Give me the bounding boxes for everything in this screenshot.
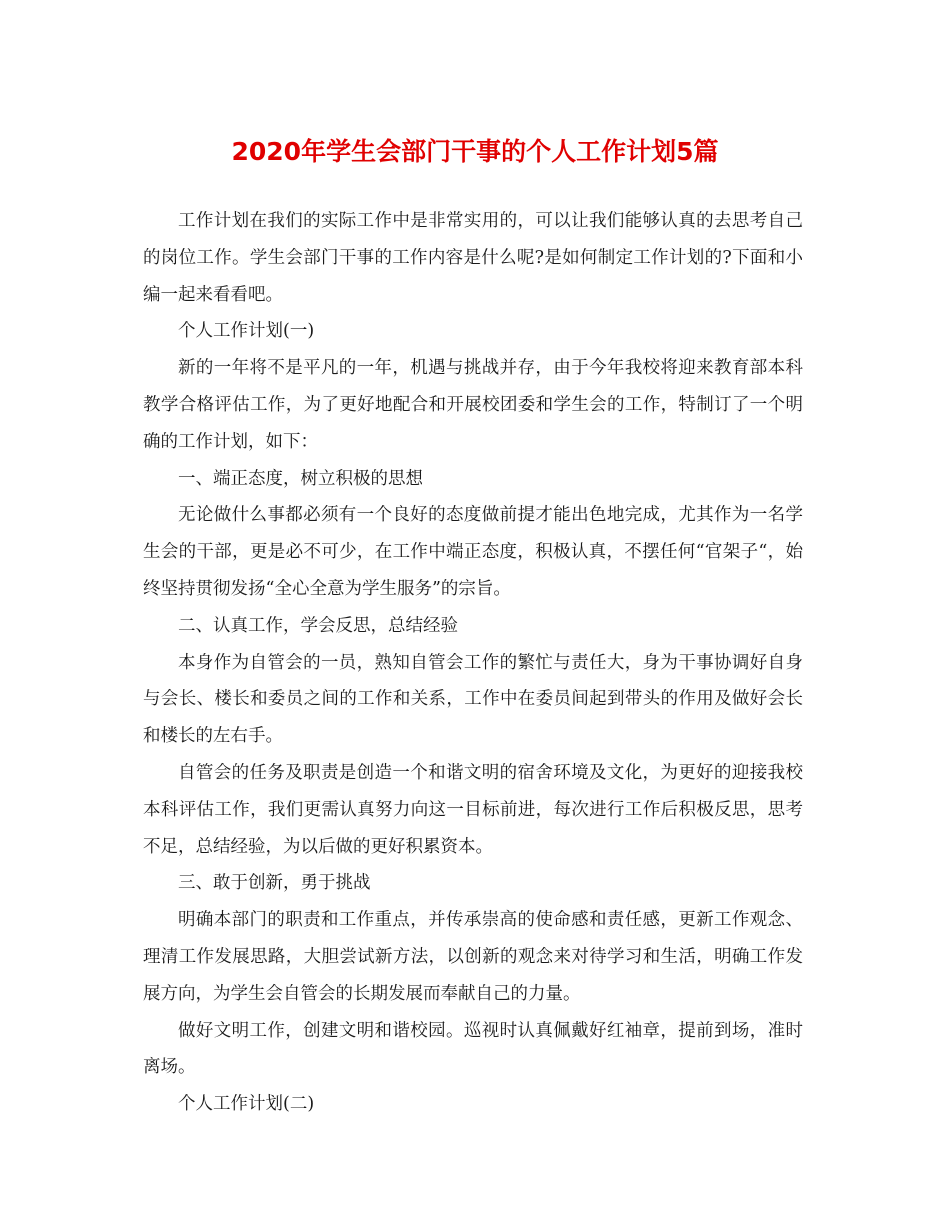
intro-paragraph: 工作计划在我们的实际工作中是非常实用的，可以让我们能够认真的去思考自己的岗位工作。学生会部门干事的工作内容是什么呢?是如何制定工作计划的?下面和小编一起来看看吧。 <box>143 211 803 305</box>
innovation-paragraph: 明确本部门的职责和工作重点，并传承崇高的使命感和责任感，更新工作观念、理清工作发展思路，大胆尝试新方法，以创新的观念来对待学习和生活，明确工作发展方向，为学生会自管会的长期发展而奉献自己的力量。 <box>143 910 803 1004</box>
subheading-attitude: 一、端正态度，树立积极的思想 <box>178 468 423 489</box>
section-heading-plan-2: 个人工作计划(二) <box>178 1094 315 1115</box>
reflection-paragraph-2: 自管会的任务及职责是创造一个和谐文明的宿舍环境及文化，为更好的迎接我校本科评估工作，我们更需认真努力向这一目标前进，每次进行工作后积极反思，思考不足，总结经验，为以后做的更好积累资本。 <box>143 762 803 857</box>
document-body <box>143 203 803 1123</box>
attitude-paragraph: 无论做什么事都必须有一个良好的态度做前提才能出色地完成，尤其作为一名学生会的干部，更是必不可少，在工作中端正态度，积极认真，不摆任何“官架子“，始终坚持贯彻发扬“全心全意为学生服务”的宗旨。 <box>143 505 803 599</box>
section-heading-plan-1: 个人工作计划(一) <box>178 321 315 342</box>
plan-1-intro-paragraph: 新的一年将不是平凡的一年，机遇与挑战并存，由于今年我校将迎来教育部本科教学合格评估工作，为了更好地配合和开展校团委和学生会的工作，特制订了一个明确的工作计划，如下： <box>143 358 803 452</box>
subheading-innovation: 三、敢于创新，勇于挑战 <box>178 873 371 894</box>
subheading-reflection: 二、认真工作，学会反思，总结经验 <box>178 615 458 636</box>
document-title: 2020年学生会部门干事的个人工作计划5篇 <box>231 137 719 166</box>
civility-paragraph: 做好文明工作，创建文明和谐校园。巡视时认真佩戴好红袖章，提前到场，准时离场。 <box>143 1020 803 1078</box>
reflection-paragraph-1: 本身作为自管会的一员，熟知自管会工作的繁忙与责任大，身为干事协调好自身与会长、楼长和委员之间的工作和关系，工作中在委员间起到带头的作用及做好会长和楼长的左右手。 <box>143 652 803 747</box>
